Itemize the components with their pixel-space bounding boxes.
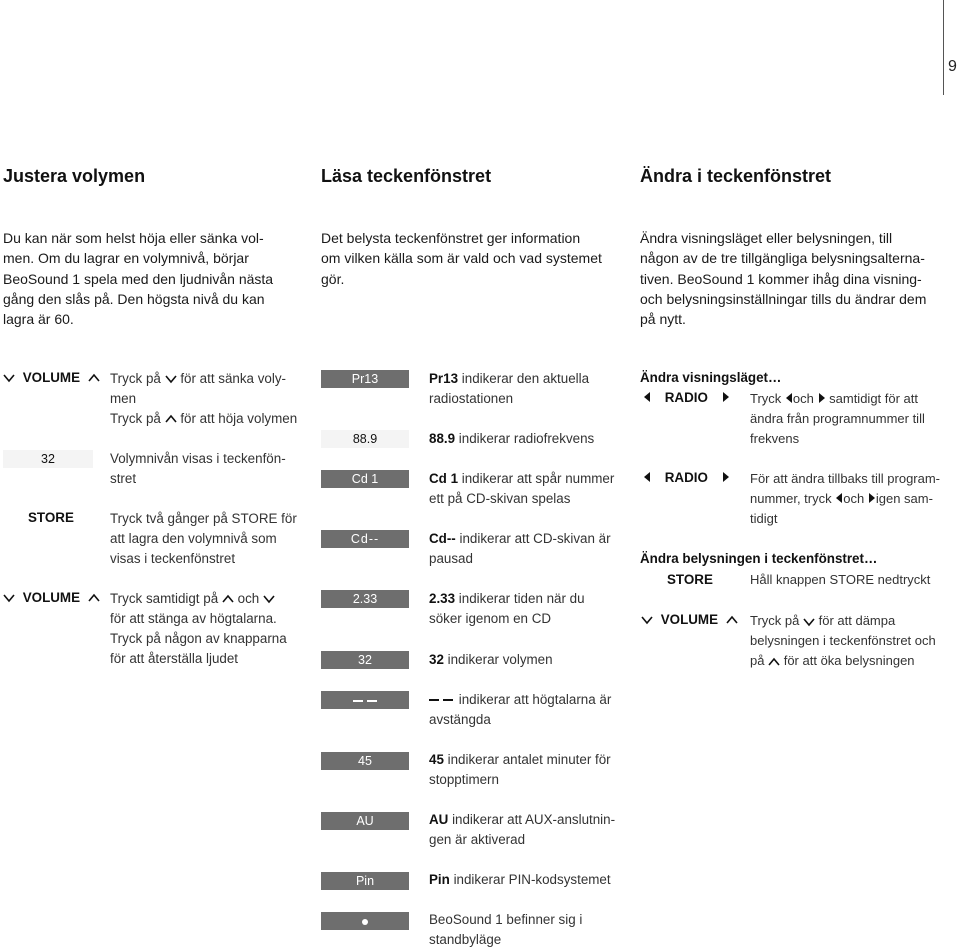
display-text-32: 32 indikerar volymen: [429, 652, 553, 667]
subheading-lighting: Ändra belysningen i teckenfönstret…: [640, 551, 878, 566]
volume-display-text: Volymnivån visas i teckenfön- stret: [110, 451, 286, 486]
chevron-up-icon: [88, 593, 100, 603]
display-text-pr13: Pr13 indikerar den aktuella radiostationen: [429, 371, 590, 406]
chevron-up-icon: [726, 615, 738, 625]
intro-lasa-teckenfonstret: Det belysta teckenfönstret ger information om vilken källa som är vald och vad systemet gör.: [321, 230, 602, 287]
display-text-45: 45 indikerar antalet minuter för stopptimern: [429, 752, 611, 787]
chevron-up-icon: [165, 414, 177, 424]
volume-display: 32: [3, 450, 93, 468]
triangle-right-icon: [818, 392, 826, 404]
intro-justera-volymen: Du kan när som helst höja eller sänka vol- men. Om du lagrar en volymnivå, börjar BeoSound 1 spela med den ljudnivån nästa gång den slås på. Den högsta nivå du kan lagra är 60.: [3, 230, 274, 328]
radio-instructions-2: För att ändra tillbaks till program- nummer, tryck och igen sam- tidigt: [750, 471, 941, 526]
store-key-lighting: STORE: [667, 572, 713, 587]
store-lighting-text: Håll knappen STORE nedtryckt: [750, 572, 931, 587]
display-text-cd1: Cd 1 indikerar att spår nummer ett på CD-skivan spelas: [429, 471, 615, 506]
dash-icon: [443, 699, 453, 701]
chevron-up-icon: [768, 657, 780, 667]
triangle-right-icon: [722, 391, 730, 403]
volume-key-mute: VOLUME: [3, 590, 100, 605]
dash-icon: [429, 699, 439, 701]
subheading-display-mode: Ändra visningsläget…: [640, 370, 782, 385]
volume-key-lighting: VOLUME: [641, 612, 738, 627]
display-text-au: AU indikerar att AUX-anslutnin- gen är aktiverad: [429, 812, 616, 847]
store-key: STORE: [28, 510, 74, 525]
volume-lighting-text: Tryck på för att dämpa belysningen i teckenfönstret och på för att öka belysningen: [750, 613, 936, 668]
chevron-down-icon: [3, 373, 15, 383]
dash-icon: [367, 700, 377, 702]
display-text-2-33: 2.33 indikerar tiden när du söker igenom en CD: [429, 591, 585, 626]
display-text-88-9: 88.9 indikerar radiofrekvens: [429, 431, 595, 446]
display-2-33: 2.33: [321, 590, 409, 608]
display-pin: Pin: [321, 872, 409, 890]
chevron-up-icon: [222, 594, 234, 604]
volume-instructions: Tryck på för att sänka voly- men Tryck på för att höja volymen: [110, 371, 298, 426]
display-text-standby: BeoSound 1 befinner sig i standbyläge: [429, 912, 583, 947]
display-45: 45: [321, 752, 409, 770]
triangle-left-icon: [785, 392, 793, 404]
display-speakers-off: [321, 691, 409, 709]
display-32: 32: [321, 651, 409, 669]
mute-instructions: Tryck samtidigt på och för att stänga av högtalarna. Tryck på någon av knapparna för att återställa ljudet: [110, 591, 287, 666]
display-cd1: Cd 1: [321, 470, 409, 488]
triangle-right-icon: [722, 471, 730, 483]
heading-justera-volymen: Justera volymen: [3, 166, 146, 186]
display-text-speakers-off: indikerar att högtalarna är avstängda: [429, 692, 612, 727]
display-88-9: 88.9: [321, 430, 409, 448]
radio-instructions-1: Tryck och samtidigt för att ändra från programnummer till frekvens: [750, 391, 925, 446]
heading-lasa-teckenfonstret: Läsa teckenfönstret: [321, 166, 492, 186]
page-number: 9: [948, 58, 957, 75]
volume-key: VOLUME: [3, 370, 100, 385]
dash-icon: [353, 700, 363, 702]
display-au: AU: [321, 812, 409, 830]
chevron-down-icon: [263, 594, 275, 604]
chevron-down-icon: [641, 615, 653, 625]
page-margin-rule: [943, 0, 944, 95]
radio-key: RADIO: [643, 390, 730, 405]
intro-andra-i-teckenfonstret: Ändra visningsläget eller belysningen, till någon av de tre tillgängliga belysningsalterna- tiven. BeoSound 1 kommer ihåg dina visning- och belysningsinställningar tills du ändrar dem på nytt.: [640, 230, 927, 328]
triangle-left-icon: [643, 471, 651, 483]
triangle-left-icon: [643, 391, 651, 403]
display-cd-pause: Cd--: [321, 530, 409, 548]
display-text-pin: Pin indikerar PIN-kodsystemet: [429, 872, 611, 887]
chevron-up-icon: [88, 373, 100, 383]
store-instructions: Tryck två gånger på STORE för att lagra den volymnivå som visas i teckenfönstret: [110, 511, 297, 566]
heading-andra-i-teckenfonstret: Ändra i teckenfönstret: [640, 166, 832, 186]
display-text-cd-pause: Cd-- indikerar att CD-skivan är pausad: [429, 531, 611, 566]
chevron-down-icon: [803, 617, 815, 627]
radio-key-2: RADIO: [643, 470, 730, 485]
chevron-down-icon: [165, 374, 177, 384]
display-pr13: Pr13: [321, 370, 409, 388]
standby-dot-icon: [362, 919, 368, 925]
triangle-right-icon: [868, 492, 876, 504]
chevron-down-icon: [3, 593, 15, 603]
display-standby: [321, 912, 409, 930]
